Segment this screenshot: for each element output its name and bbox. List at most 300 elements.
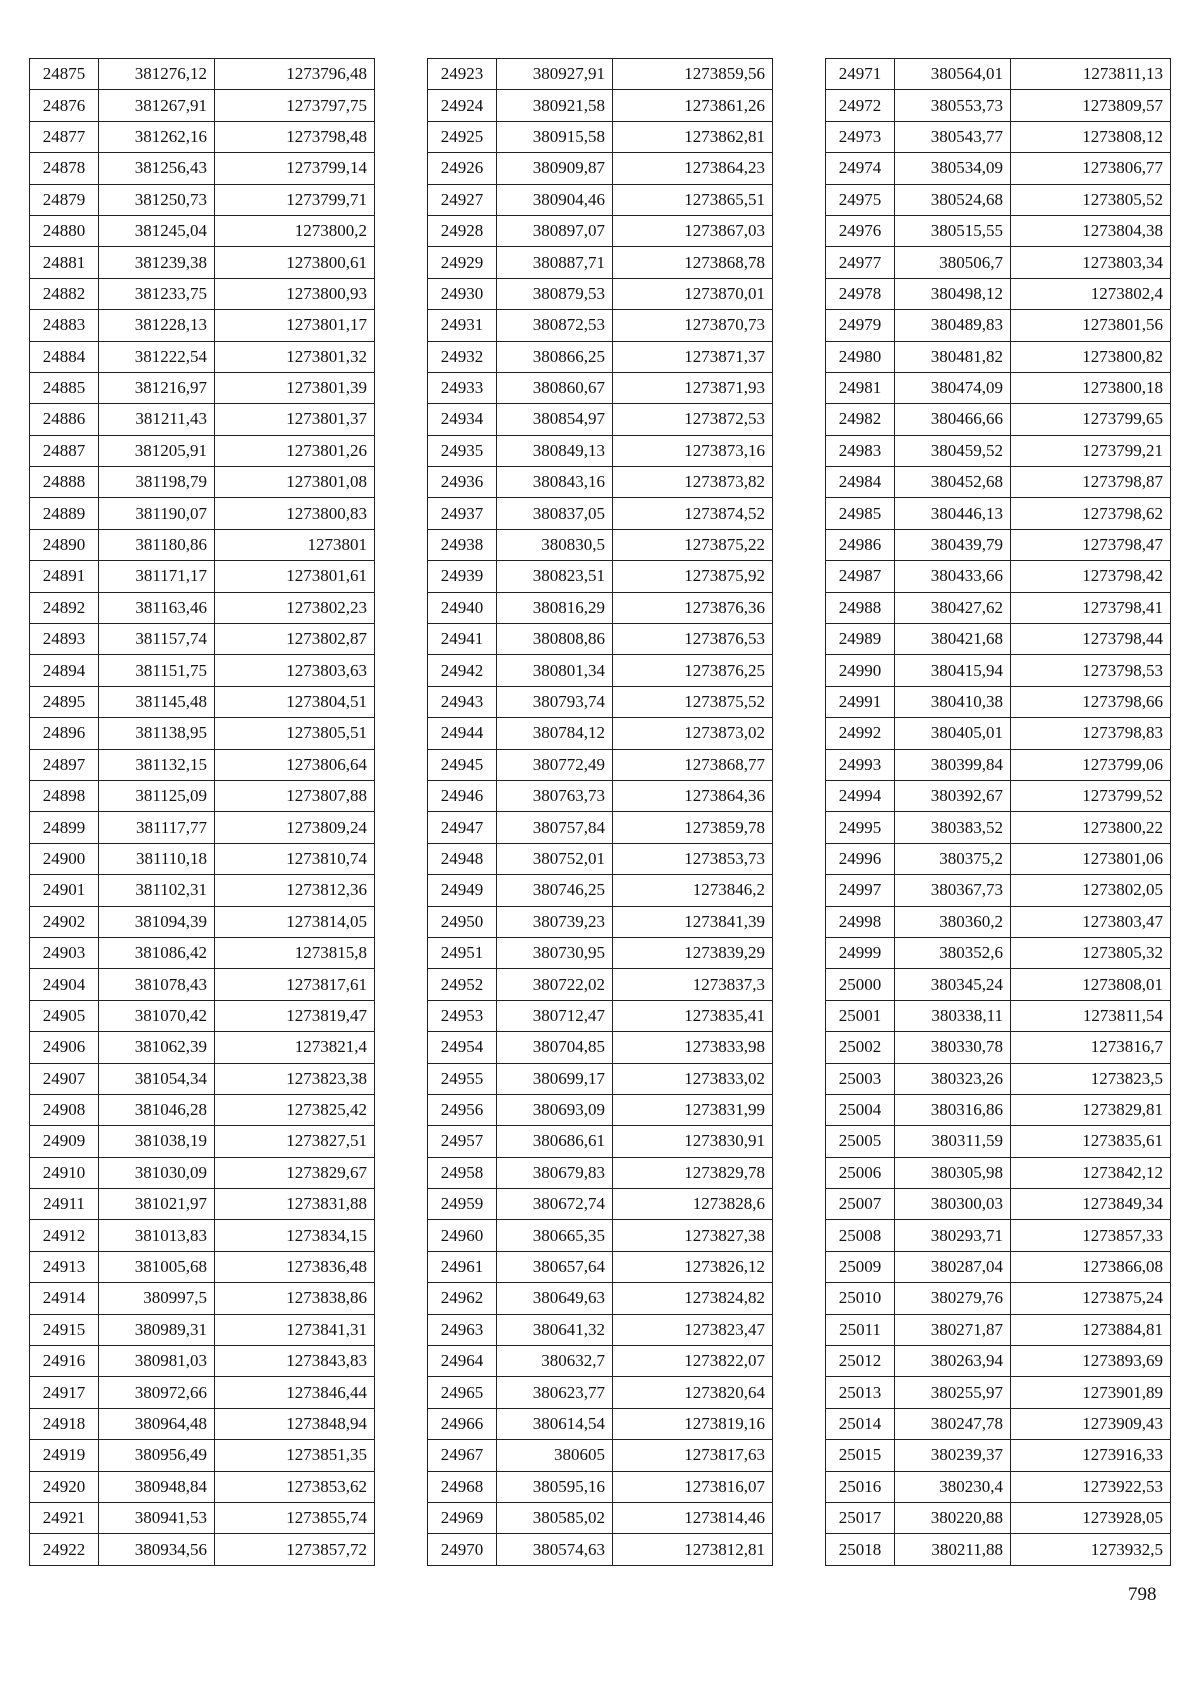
point-id-cell: 24890: [30, 529, 99, 560]
point-id-cell: 24966: [428, 1408, 497, 1439]
y-coordinate-cell: 1273811,13: [1011, 59, 1171, 90]
point-id-cell: 24914: [30, 1283, 99, 1314]
point-id-cell: 25014: [826, 1408, 895, 1439]
table-row: [30, 372, 375, 403]
y-coordinate-cell: 1273848,94: [215, 1408, 375, 1439]
y-coordinate-cell: 1273829,81: [1011, 1094, 1171, 1125]
table-row: [30, 59, 375, 90]
y-coordinate-cell: 1273827,38: [613, 1220, 773, 1251]
table-row: [826, 404, 1171, 435]
y-coordinate-cell: 1273801,08: [215, 467, 375, 498]
table-row: [826, 1346, 1171, 1377]
point-id-cell: 24909: [30, 1126, 99, 1157]
point-id-cell: 24981: [826, 372, 895, 403]
table-row: [30, 529, 375, 560]
table-row: [30, 1471, 375, 1502]
table-row: [30, 215, 375, 246]
x-coordinate-cell: 380665,35: [497, 1220, 613, 1251]
point-id-cell: 24952: [428, 969, 497, 1000]
x-coordinate-cell: 380909,87: [497, 153, 613, 184]
point-id-cell: 24957: [428, 1126, 497, 1157]
x-coordinate-cell: 380757,84: [497, 812, 613, 843]
x-coordinate-cell: 380739,23: [497, 906, 613, 937]
y-coordinate-cell: 1273876,36: [613, 592, 773, 623]
x-coordinate-cell: 380941,53: [99, 1502, 215, 1533]
point-id-cell: 24968: [428, 1471, 497, 1502]
y-coordinate-cell: 1273808,01: [1011, 969, 1171, 1000]
y-coordinate-cell: 1273871,93: [613, 372, 773, 403]
table-row: [30, 278, 375, 309]
x-coordinate-cell: 380854,97: [497, 404, 613, 435]
x-coordinate-cell: 380316,86: [895, 1094, 1011, 1125]
y-coordinate-cell: 1273810,74: [215, 843, 375, 874]
point-id-cell: 25012: [826, 1346, 895, 1377]
point-id-cell: 24925: [428, 121, 497, 152]
x-coordinate-cell: 380287,04: [895, 1251, 1011, 1282]
table-row: [428, 718, 773, 749]
point-id-cell: 25001: [826, 1000, 895, 1031]
table-row: [30, 1502, 375, 1533]
table-row: [428, 310, 773, 341]
y-coordinate-cell: 1273801,56: [1011, 310, 1171, 341]
y-coordinate-cell: 1273833,02: [613, 1063, 773, 1094]
table-row: [428, 1502, 773, 1533]
point-id-cell: 24989: [826, 624, 895, 655]
x-coordinate-cell: 381117,77: [99, 812, 215, 843]
x-coordinate-cell: 380433,66: [895, 561, 1011, 592]
point-id-cell: 24962: [428, 1283, 497, 1314]
y-coordinate-cell: 1273799,21: [1011, 435, 1171, 466]
x-coordinate-cell: 380632,7: [497, 1346, 613, 1377]
x-coordinate-cell: 381276,12: [99, 59, 215, 90]
x-coordinate-cell: 380693,09: [497, 1094, 613, 1125]
table-row: [30, 1189, 375, 1220]
table-row: [826, 780, 1171, 811]
x-coordinate-cell: 380823,51: [497, 561, 613, 592]
x-coordinate-cell: 380605: [497, 1440, 613, 1471]
coordinate-table: [825, 58, 1171, 1566]
y-coordinate-cell: 1273849,34: [1011, 1189, 1171, 1220]
x-coordinate-cell: 381216,97: [99, 372, 215, 403]
table-row: [826, 184, 1171, 215]
x-coordinate-cell: 380338,11: [895, 1000, 1011, 1031]
point-id-cell: 24936: [428, 467, 497, 498]
table-row: [30, 686, 375, 717]
x-coordinate-cell: 381222,54: [99, 341, 215, 372]
x-coordinate-cell: 380311,59: [895, 1126, 1011, 1157]
table-row: [428, 624, 773, 655]
y-coordinate-cell: 1273800,61: [215, 247, 375, 278]
table-row: [428, 1000, 773, 1031]
y-coordinate-cell: 1273801,06: [1011, 843, 1171, 874]
table-row: [30, 1283, 375, 1314]
point-id-cell: 24939: [428, 561, 497, 592]
point-id-cell: 24893: [30, 624, 99, 655]
x-coordinate-cell: 380956,49: [99, 1440, 215, 1471]
y-coordinate-cell: 1273802,23: [215, 592, 375, 623]
table-row: [428, 153, 773, 184]
x-coordinate-cell: 380323,26: [895, 1063, 1011, 1094]
y-coordinate-cell: 1273884,81: [1011, 1314, 1171, 1345]
coordinate-table-1: [29, 58, 375, 1566]
point-id-cell: 24973: [826, 121, 895, 152]
table-row: [30, 247, 375, 278]
point-id-cell: 24959: [428, 1189, 497, 1220]
table-row: [826, 1063, 1171, 1094]
y-coordinate-cell: 1273866,08: [1011, 1251, 1171, 1282]
x-coordinate-cell: 380239,37: [895, 1440, 1011, 1471]
y-coordinate-cell: 1273798,47: [1011, 529, 1171, 560]
point-id-cell: 24877: [30, 121, 99, 152]
point-id-cell: 24970: [428, 1534, 497, 1565]
point-id-cell: 24938: [428, 529, 497, 560]
x-coordinate-cell: 381267,91: [99, 90, 215, 121]
point-id-cell: 24922: [30, 1534, 99, 1565]
x-coordinate-cell: 381245,04: [99, 215, 215, 246]
y-coordinate-cell: 1273814,05: [215, 906, 375, 937]
table-row: [826, 655, 1171, 686]
y-coordinate-cell: 1273804,51: [215, 686, 375, 717]
y-coordinate-cell: 1273833,98: [613, 1032, 773, 1063]
x-coordinate-cell: 380746,25: [497, 875, 613, 906]
point-id-cell: 24975: [826, 184, 895, 215]
x-coordinate-cell: 381038,19: [99, 1126, 215, 1157]
point-id-cell: 24881: [30, 247, 99, 278]
table-row: [826, 467, 1171, 498]
table-row: [428, 906, 773, 937]
table-row: [428, 1063, 773, 1094]
point-id-cell: 24926: [428, 153, 497, 184]
table-row: [30, 341, 375, 372]
point-id-cell: 24997: [826, 875, 895, 906]
point-id-cell: 24916: [30, 1346, 99, 1377]
table-row: [30, 1377, 375, 1408]
y-coordinate-cell: 1273800,22: [1011, 812, 1171, 843]
point-id-cell: 24895: [30, 686, 99, 717]
table-row: [826, 1032, 1171, 1063]
point-id-cell: 24963: [428, 1314, 497, 1345]
point-id-cell: 24896: [30, 718, 99, 749]
x-coordinate-cell: 380305,98: [895, 1157, 1011, 1188]
x-coordinate-cell: 380972,66: [99, 1377, 215, 1408]
point-id-cell: 24982: [826, 404, 895, 435]
y-coordinate-cell: 1273823,38: [215, 1063, 375, 1094]
y-coordinate-cell: 1273875,24: [1011, 1283, 1171, 1314]
point-id-cell: 24941: [428, 624, 497, 655]
point-id-cell: 24953: [428, 1000, 497, 1031]
x-coordinate-cell: 380293,71: [895, 1220, 1011, 1251]
y-coordinate-cell: 1273800,18: [1011, 372, 1171, 403]
point-id-cell: 24901: [30, 875, 99, 906]
y-coordinate-cell: 1273809,57: [1011, 90, 1171, 121]
y-coordinate-cell: 1273800,93: [215, 278, 375, 309]
y-coordinate-cell: 1273826,12: [613, 1251, 773, 1282]
y-coordinate-cell: 1273799,65: [1011, 404, 1171, 435]
y-coordinate-cell: 1273800,82: [1011, 341, 1171, 372]
table-row: [30, 812, 375, 843]
point-id-cell: 24933: [428, 372, 497, 403]
point-id-cell: 25008: [826, 1220, 895, 1251]
table-row: [428, 90, 773, 121]
table-row: [826, 90, 1171, 121]
point-id-cell: 24943: [428, 686, 497, 717]
x-coordinate-cell: 380524,68: [895, 184, 1011, 215]
point-id-cell: 24976: [826, 215, 895, 246]
point-id-cell: 24995: [826, 812, 895, 843]
point-id-cell: 24931: [428, 310, 497, 341]
x-coordinate-cell: 380255,97: [895, 1377, 1011, 1408]
table-row: [428, 1408, 773, 1439]
table-row: [30, 592, 375, 623]
table-row: [826, 561, 1171, 592]
y-coordinate-cell: 1273798,62: [1011, 498, 1171, 529]
point-id-cell: 24987: [826, 561, 895, 592]
table-row: [30, 1534, 375, 1565]
y-coordinate-cell: 1273928,05: [1011, 1502, 1171, 1533]
table-row: [30, 90, 375, 121]
x-coordinate-cell: 381198,79: [99, 467, 215, 498]
table-row: [30, 624, 375, 655]
x-coordinate-cell: 381239,38: [99, 247, 215, 278]
y-coordinate-cell: 1273841,39: [613, 906, 773, 937]
table-row: [30, 1346, 375, 1377]
x-coordinate-cell: 380345,24: [895, 969, 1011, 1000]
y-coordinate-cell: 1273873,02: [613, 718, 773, 749]
y-coordinate-cell: 1273808,12: [1011, 121, 1171, 152]
table-row: [428, 435, 773, 466]
table-row: [30, 1126, 375, 1157]
x-coordinate-cell: 380564,01: [895, 59, 1011, 90]
y-coordinate-cell: 1273817,63: [613, 1440, 773, 1471]
table-row: [30, 310, 375, 341]
y-coordinate-cell: 1273861,26: [613, 90, 773, 121]
y-coordinate-cell: 1273805,52: [1011, 184, 1171, 215]
table-row: [30, 1094, 375, 1125]
point-id-cell: 24917: [30, 1377, 99, 1408]
x-coordinate-cell: 381211,43: [99, 404, 215, 435]
y-coordinate-cell: 1273865,51: [613, 184, 773, 215]
point-id-cell: 24913: [30, 1251, 99, 1282]
x-coordinate-cell: 380763,73: [497, 780, 613, 811]
point-id-cell: 24977: [826, 247, 895, 278]
y-coordinate-cell: 1273831,99: [613, 1094, 773, 1125]
x-coordinate-cell: 380872,53: [497, 310, 613, 341]
x-coordinate-cell: 381102,31: [99, 875, 215, 906]
table-row: [826, 278, 1171, 309]
x-coordinate-cell: 380686,61: [497, 1126, 613, 1157]
x-coordinate-cell: 380405,01: [895, 718, 1011, 749]
x-coordinate-cell: 380439,79: [895, 529, 1011, 560]
point-id-cell: 24948: [428, 843, 497, 874]
x-coordinate-cell: 381171,17: [99, 561, 215, 592]
y-coordinate-cell: 1273797,75: [215, 90, 375, 121]
table-row: [826, 59, 1171, 90]
x-coordinate-cell: 380964,48: [99, 1408, 215, 1439]
x-coordinate-cell: 380392,67: [895, 780, 1011, 811]
point-id-cell: 24929: [428, 247, 497, 278]
point-id-cell: 24932: [428, 341, 497, 372]
x-coordinate-cell: 380897,07: [497, 215, 613, 246]
y-coordinate-cell: 1273873,16: [613, 435, 773, 466]
y-coordinate-cell: 1273830,91: [613, 1126, 773, 1157]
x-coordinate-cell: 381157,74: [99, 624, 215, 655]
y-coordinate-cell: 1273815,8: [215, 937, 375, 968]
y-coordinate-cell: 1273825,42: [215, 1094, 375, 1125]
y-coordinate-cell: 1273827,51: [215, 1126, 375, 1157]
y-coordinate-cell: 1273809,24: [215, 812, 375, 843]
point-id-cell: 24951: [428, 937, 497, 968]
x-coordinate-cell: 380801,34: [497, 655, 613, 686]
x-coordinate-cell: 380672,74: [497, 1189, 613, 1220]
point-id-cell: 24911: [30, 1189, 99, 1220]
point-id-cell: 24978: [826, 278, 895, 309]
x-coordinate-cell: 381205,91: [99, 435, 215, 466]
point-id-cell: 24886: [30, 404, 99, 435]
table-row: [428, 59, 773, 90]
point-id-cell: 24937: [428, 498, 497, 529]
x-coordinate-cell: 380506,7: [895, 247, 1011, 278]
table-row: [428, 1471, 773, 1502]
point-id-cell: 24900: [30, 843, 99, 874]
x-coordinate-cell: 380543,77: [895, 121, 1011, 152]
point-id-cell: 24984: [826, 467, 895, 498]
table-row: [826, 1220, 1171, 1251]
point-id-cell: 24876: [30, 90, 99, 121]
point-id-cell: 24965: [428, 1377, 497, 1408]
x-coordinate-cell: 381256,43: [99, 153, 215, 184]
point-id-cell: 24942: [428, 655, 497, 686]
x-coordinate-cell: 380383,52: [895, 812, 1011, 843]
table-row: [30, 121, 375, 152]
table-row: [30, 749, 375, 780]
point-id-cell: 24969: [428, 1502, 497, 1533]
point-id-cell: 24903: [30, 937, 99, 968]
table-row: [826, 812, 1171, 843]
table-row: [30, 1220, 375, 1251]
table-row: [30, 906, 375, 937]
point-id-cell: 24983: [826, 435, 895, 466]
point-id-cell: 24972: [826, 90, 895, 121]
table-row: [826, 1189, 1171, 1220]
table-row: [826, 969, 1171, 1000]
y-coordinate-cell: 1273816,7: [1011, 1032, 1171, 1063]
y-coordinate-cell: 1273804,38: [1011, 215, 1171, 246]
point-id-cell: 24999: [826, 937, 895, 968]
x-coordinate-cell: 380498,12: [895, 278, 1011, 309]
point-id-cell: 25016: [826, 1471, 895, 1502]
point-id-cell: 25002: [826, 1032, 895, 1063]
x-coordinate-cell: 380230,4: [895, 1471, 1011, 1502]
table-row: [826, 1440, 1171, 1471]
point-id-cell: 24994: [826, 780, 895, 811]
x-coordinate-cell: 380989,31: [99, 1314, 215, 1345]
table-row: [826, 121, 1171, 152]
y-coordinate-cell: 1273842,12: [1011, 1157, 1171, 1188]
x-coordinate-cell: 380837,05: [497, 498, 613, 529]
x-coordinate-cell: 380927,91: [497, 59, 613, 90]
y-coordinate-cell: 1273853,73: [613, 843, 773, 874]
point-id-cell: 24875: [30, 59, 99, 90]
point-id-cell: 25003: [826, 1063, 895, 1094]
x-coordinate-cell: 380415,94: [895, 655, 1011, 686]
table-row: [826, 1471, 1171, 1502]
y-coordinate-cell: 1273835,61: [1011, 1126, 1171, 1157]
table-row: [428, 749, 773, 780]
point-id-cell: 24880: [30, 215, 99, 246]
x-coordinate-cell: 381132,15: [99, 749, 215, 780]
y-coordinate-cell: 1273823,47: [613, 1314, 773, 1345]
y-coordinate-cell: 1273799,14: [215, 153, 375, 184]
point-id-cell: 24935: [428, 435, 497, 466]
x-coordinate-cell: 380421,68: [895, 624, 1011, 655]
table-row: [30, 467, 375, 498]
table-row: [30, 1063, 375, 1094]
point-id-cell: 24988: [826, 592, 895, 623]
x-coordinate-cell: 380330,78: [895, 1032, 1011, 1063]
table-row: [30, 1157, 375, 1188]
x-coordinate-cell: 381086,42: [99, 937, 215, 968]
y-coordinate-cell: 1273798,48: [215, 121, 375, 152]
x-coordinate-cell: 381190,07: [99, 498, 215, 529]
table-row: [826, 718, 1171, 749]
table-row: [428, 969, 773, 1000]
x-coordinate-cell: 380211,88: [895, 1534, 1011, 1565]
x-coordinate-cell: 380699,17: [497, 1063, 613, 1094]
y-coordinate-cell: 1273799,71: [215, 184, 375, 215]
x-coordinate-cell: 380427,62: [895, 592, 1011, 623]
table-row: [428, 1189, 773, 1220]
x-coordinate-cell: 381062,39: [99, 1032, 215, 1063]
x-coordinate-cell: 380649,63: [497, 1283, 613, 1314]
y-coordinate-cell: 1273798,66: [1011, 686, 1171, 717]
x-coordinate-cell: 380399,84: [895, 749, 1011, 780]
coordinate-table: [427, 58, 773, 1566]
point-id-cell: 24949: [428, 875, 497, 906]
x-coordinate-cell: 380860,67: [497, 372, 613, 403]
table-row: [428, 247, 773, 278]
table-row: [30, 1440, 375, 1471]
y-coordinate-cell: 1273846,2: [613, 875, 773, 906]
point-id-cell: 24990: [826, 655, 895, 686]
x-coordinate-cell: 380843,16: [497, 467, 613, 498]
point-id-cell: 24885: [30, 372, 99, 403]
x-coordinate-cell: 380220,88: [895, 1502, 1011, 1533]
x-coordinate-cell: 380730,95: [497, 937, 613, 968]
point-id-cell: 24964: [428, 1346, 497, 1377]
y-coordinate-cell: 1273802,87: [215, 624, 375, 655]
y-coordinate-cell: 1273932,5: [1011, 1534, 1171, 1565]
y-coordinate-cell: 1273798,44: [1011, 624, 1171, 655]
y-coordinate-cell: 1273853,62: [215, 1471, 375, 1502]
table-row: [428, 1157, 773, 1188]
x-coordinate-cell: 380752,01: [497, 843, 613, 874]
table-row: [30, 1251, 375, 1282]
y-coordinate-cell: 1273836,48: [215, 1251, 375, 1282]
x-coordinate-cell: 381021,97: [99, 1189, 215, 1220]
table-row: [428, 875, 773, 906]
x-coordinate-cell: 380657,64: [497, 1251, 613, 1282]
x-coordinate-cell: 380489,83: [895, 310, 1011, 341]
x-coordinate-cell: 381078,43: [99, 969, 215, 1000]
table-row: [30, 561, 375, 592]
point-id-cell: 25010: [826, 1283, 895, 1314]
x-coordinate-cell: 380772,49: [497, 749, 613, 780]
table-row: [428, 1126, 773, 1157]
point-id-cell: 25009: [826, 1251, 895, 1282]
y-coordinate-cell: 1273859,78: [613, 812, 773, 843]
point-id-cell: 24927: [428, 184, 497, 215]
y-coordinate-cell: 1273864,36: [613, 780, 773, 811]
